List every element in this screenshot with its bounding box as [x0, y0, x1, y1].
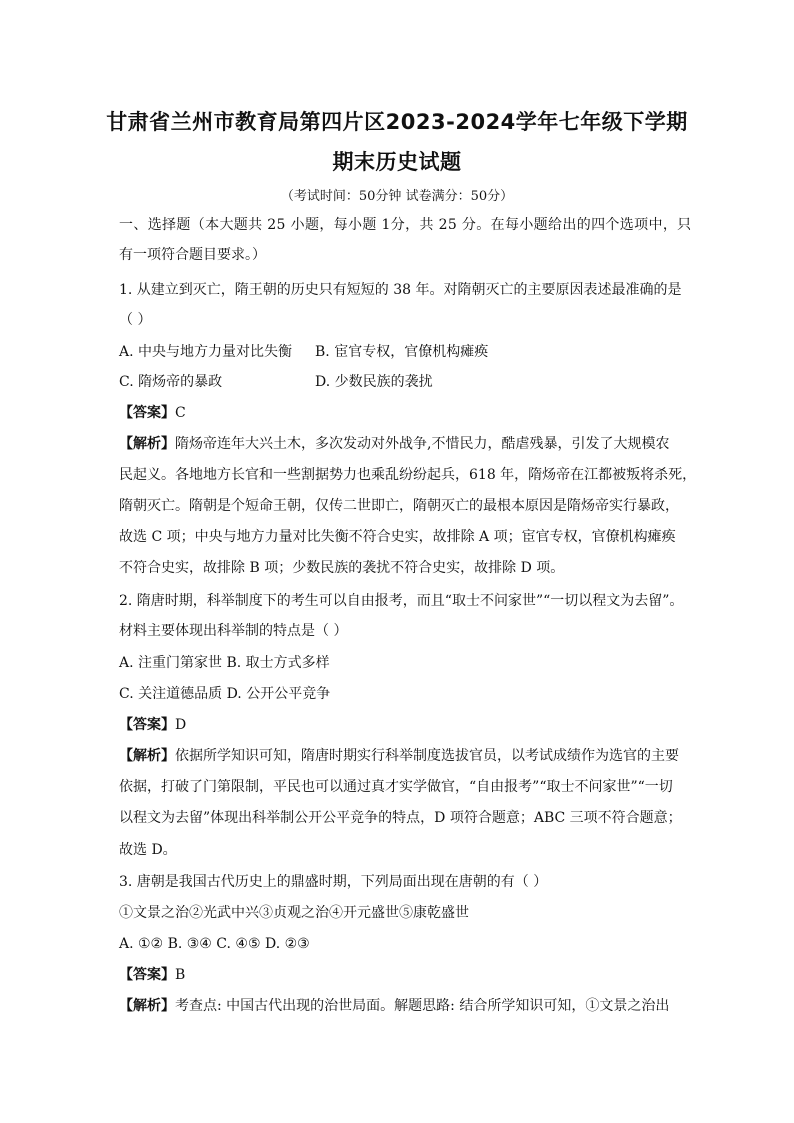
document-title-line2: 期末历史试题 [332, 150, 462, 174]
analysis-text: 隋朝灭亡。隋朝是个短命王朝，仅传二世即亡，隋朝灭亡的最根本原因是隋炀帝实行暴政， [119, 498, 679, 514]
section-heading-line2: 有一项符合题目要求。） [119, 247, 266, 263]
question-3-items: ①文景之治②光武中兴③贞观之治④开元盛世⑤康乾盛世 [119, 905, 469, 921]
answer-value: B [175, 967, 186, 983]
analysis-label: 【解析】 [119, 436, 175, 452]
analysis-text: 故选 C 项；中央与地方力量对比失衡不符合史实，故排除 A 项；宦官专权，官僚机构瘫痪 [119, 529, 676, 545]
answer-label: 【答案】 [119, 405, 175, 421]
analysis-text: 考查点: 中国古代出现的治世局面。解题思路: 结合所学知识可知，①文景之治出 [175, 998, 670, 1014]
question-2-stem-line2: 材料主要体现出科举制的特点是（ ） [119, 623, 348, 639]
question-2-options-row1: A. 注重门第家世 B. 取士方式多样 [119, 655, 330, 671]
question-3-stem: 3. 唐朝是我国古代历史上的鼎盛时期，下列局面出现在唐朝的有（ ） [119, 874, 548, 890]
analysis-text: 不符合史实，故排除 B 项；少数民族的袭扰不符合史实，故排除 D 项。 [119, 560, 565, 576]
analysis-label: 【解析】 [119, 998, 175, 1014]
question-3-options: A. ①② B. ③④ C. ④⑤ D. ②③ [119, 936, 310, 952]
question-1-analysis [119, 434, 669, 454]
analysis-text: 故选 D。 [119, 842, 177, 858]
analysis-label: 【解析】 [119, 748, 175, 764]
analysis-text: 民起义。各地地方长官和一些割据势力也乘乱纷纷起兵，618 年，隋炀帝在江都被叛将杀死， [119, 467, 697, 483]
document-title: 甘肃省兰州市教育局第四片区2023-2024学年七年级下学期 [106, 110, 688, 134]
analysis-text: 隋炀帝连年大兴土木，多次发动对外战争,不惜民力，酷虐残暴，引发了大规模农 [175, 436, 670, 452]
question-1-answer [119, 403, 186, 423]
question-1-stem-line2: （ ） [119, 312, 152, 328]
section-heading: 一、选择题（本大题共 25 小题，每小题 1分，共 25 分。在每小题给出的四个选项中，只 [119, 217, 692, 233]
question-1-options-row1 [119, 342, 679, 362]
analysis-text: 依据，打破了门第限制，平民也可以通过真才实学做官，“自由报考”“取士不问家世”“一切 [119, 779, 673, 795]
option-c: C. 隋炀帝的暴政 [119, 374, 223, 390]
question-1-stem: 1. 从建立到灭亡，隋王朝的历史只有短短的 38 年。对隋朝灭亡的主要原因表述最准确的是 [119, 282, 682, 298]
answer-label: 【答案】 [119, 967, 175, 983]
question-2-analysis [119, 746, 679, 766]
option-d: D. 少数民族的袭扰 [315, 374, 433, 390]
option-b: B. 宦官专权，官僚机构瘫痪 [315, 344, 489, 360]
answer-value: D [175, 717, 187, 733]
analysis-text: 依据所学知识可知，隋唐时期实行科举制度选拔官员，以考试成绩作为选官的主要 [175, 748, 679, 764]
answer-value: C [175, 405, 186, 421]
analysis-text: 以程文为去留”体现出科举制公开公平竞争的特点，D 项符合题意；ABC 三项不符合题意； [119, 810, 682, 826]
answer-label: 【答案】 [119, 717, 175, 733]
question-1-options-row2 [119, 372, 679, 392]
question-2-answer [119, 715, 186, 735]
option-a: A. 中央与地方力量对比失衡 [119, 344, 293, 360]
exam-info: （考试时间：50分钟 试卷满分：50分） [280, 189, 514, 204]
question-3-answer [119, 965, 185, 985]
question-2-options-row2: C. 关注道德品质 D. 公开公平竞争 [119, 686, 331, 702]
question-3-analysis [119, 996, 669, 1016]
question-2-stem: 2. 隋唐时期，科举制度下的考生可以自由报考，而且“取士不问家世”“一切以程文为去留”。 [119, 593, 684, 609]
